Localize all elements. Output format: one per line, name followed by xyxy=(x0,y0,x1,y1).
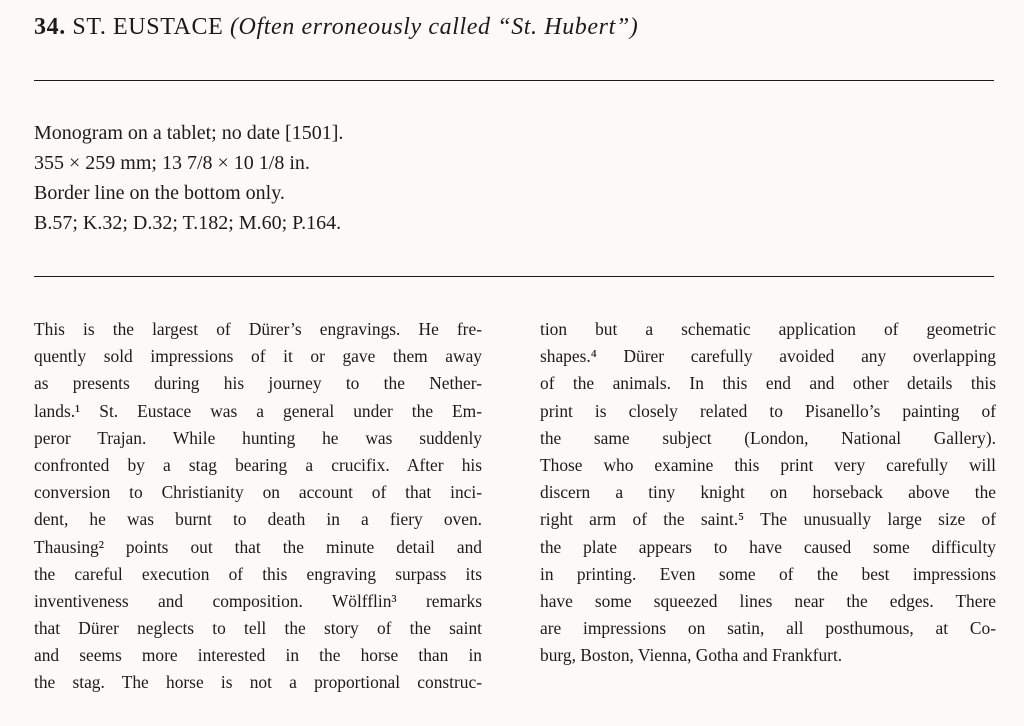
references-line: B.57; K.32; D.32; T.182; M.60; P.164. xyxy=(34,212,342,234)
text-line: lands.¹ St. Eustace was a general under the Em- xyxy=(34,400,482,421)
text-line: right arm of the saint.⁵ The unusually large size of xyxy=(540,509,996,530)
dimensions-line: 355 × 259 mm; 13 7/8 × 10 1/8 in. xyxy=(34,152,310,174)
text-line: shapes.⁴ Dürer carefully avoided any overlapping xyxy=(540,346,996,367)
text-line: are impressions on satin, all posthumous, at Co- xyxy=(540,618,996,639)
top-divider xyxy=(34,80,994,81)
border-line-note: Border line on the bottom only. xyxy=(34,182,285,204)
entry-subtitle: (Often erroneously called “St. Hubert”) xyxy=(229,14,639,40)
text-line: conversion to Christianity on account of that inci- xyxy=(34,482,482,503)
text-line: the careful execution of this engraving surpass its xyxy=(34,563,482,584)
text-line: confronted by a stag bearing a crucifix. After his xyxy=(34,454,482,475)
catalogue-details xyxy=(34,118,343,238)
text-line: peror Trajan. While hunting he was suddenly xyxy=(34,427,482,448)
inscription-line: Monogram on a tablet; no date [1501]. xyxy=(34,122,344,144)
body-column-left xyxy=(34,316,482,697)
text-line: Those who examine this print very carefully will xyxy=(540,454,996,475)
text-line: of the animals. In this end and other details this xyxy=(540,373,996,394)
text-line: have some squeezed lines near the edges. There xyxy=(540,590,996,611)
entry-heading xyxy=(34,14,638,41)
text-line: print is closely related to Pisanello’s painting of xyxy=(540,400,996,421)
text-line: the same subject (London, National Gallery). xyxy=(540,427,996,448)
text-line: Thausing² points out that the minute detail and xyxy=(34,536,482,557)
text-line: This is the largest of Dürer’s engravings. He fre- xyxy=(34,319,482,339)
entry-title: ST. EUSTACE xyxy=(72,14,224,40)
text-line: in printing. Even some of the best impressions xyxy=(540,563,996,584)
middle-divider xyxy=(34,276,994,277)
text-line: as presents during his journey to the Nether- xyxy=(34,373,482,394)
text-line: quently sold impressions of it or gave them away xyxy=(34,346,482,367)
text-line: the plate appears to have caused some difficulty xyxy=(540,536,996,557)
text-line: burg, Boston, Vienna, Gotha and Frankfurt. xyxy=(540,645,843,666)
text-line: the stag. The horse is not a proportional construc- xyxy=(34,672,482,693)
text-line: dent, he was burnt to death in a fiery oven. xyxy=(34,509,482,530)
body-column-right xyxy=(540,316,996,669)
text-line: inventiveness and composition. Wölfflin³ remarks xyxy=(34,590,482,611)
text-line: tion but a schematic application of geometric xyxy=(540,319,996,339)
entry-number: 34. xyxy=(34,14,66,40)
text-line: discern a tiny knight on horseback above the xyxy=(540,482,996,503)
text-line: and seems more interested in the horse than in xyxy=(34,645,482,666)
text-line: that Dürer neglects to tell the story of the saint xyxy=(34,618,482,639)
